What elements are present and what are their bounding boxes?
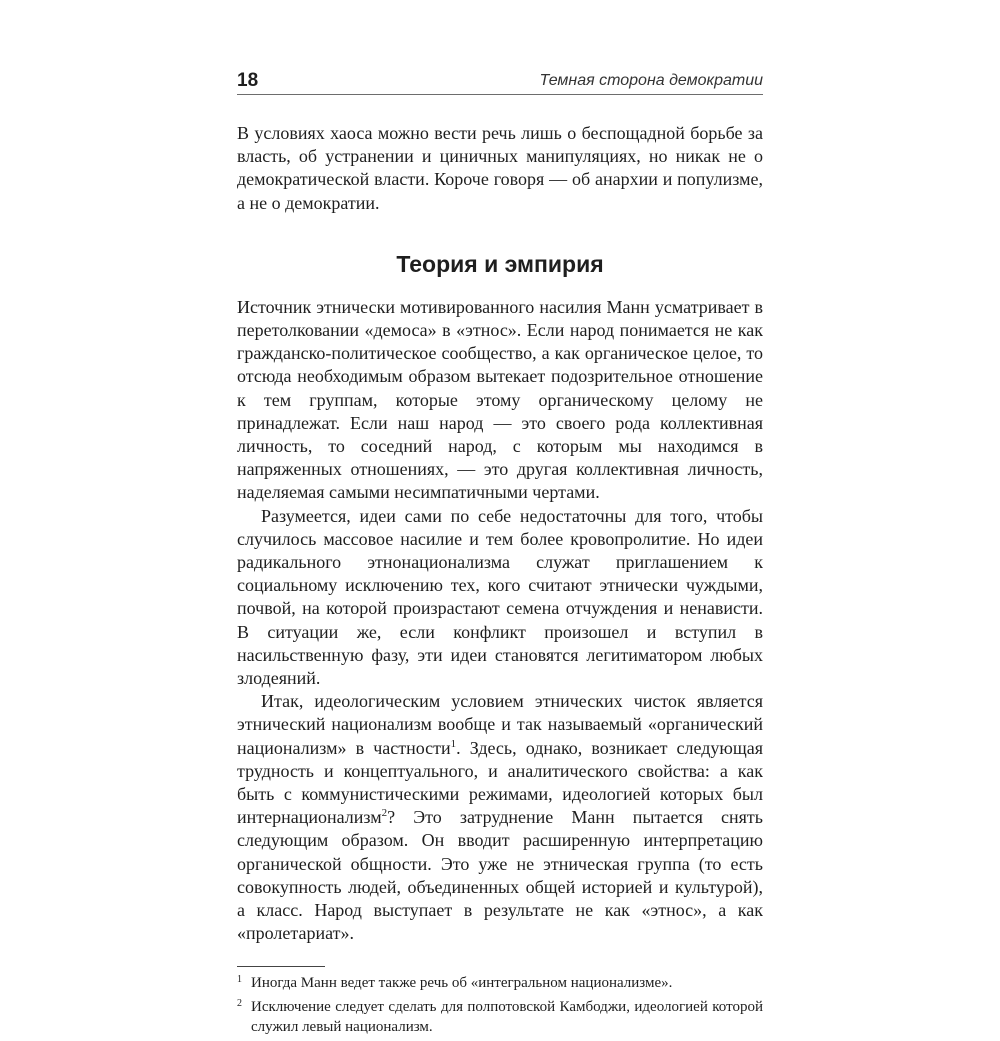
paragraph-3-text-b: . Здесь, однако, возникает следующая трудность и концептуального, и аналитического свойства: а как быть с коммунистическими режимами, идеологией которых был интернационализм [237,737,763,828]
footnote-mark: 1 [237,973,242,985]
footnote-text: Исключение следует сделать для полпотовской Камбоджи, идеологией которой служил левый национализм. [251,998,763,1035]
page-number: 18 [237,70,259,91]
paragraph-3-text-c: ? Это затруднение Манн пытается снять следующим образом. Он вводит расширенную интерпретацию органической общности. Это уже не этническая группа (то есть совокупность людей, объединенных общей историей и культурой), а класс. Народ выступает в результате не как «этнос», а как «пролетариат». [237,807,763,944]
section-heading: Теория и эмпирия [396,250,604,277]
intro-paragraph: В условиях хаоса можно вести речь лишь о беспощадной борьбе за власть, об устранении и циничных манипуляциях, но никак не о демократической власти. Короче говоря — об анархии и популизме, а не о демократии. [237,123,763,213]
footnote-2 [237,997,763,1037]
paragraph-2: Разумеется, идеи сами по себе недостаточны для того, чтобы случилось массовое насилие и тем более кровопролитие. Но идеи радикального этнонационализма служат приглашением к социальному исключению тех, кого считают этнически чуждыми, почвой, на которой произрастают семена отчуждения и ненависти. В ситуации же, если конфликт произошел и вступил в насильственную фазу, эти идеи становятся легитиматором любых злодеяний. [237,505,763,689]
book-page [237,62,763,1041]
footnote-ref-1[interactable]: 1 [450,737,457,750]
footnotes [237,973,763,1037]
footnote-mark: 2 [237,997,242,1009]
paragraph-3 [237,690,763,945]
paragraph-1: Источник этнически мотивированного насилия Манн усматривает в перетолковании «демоса» в «этнос». Если народ понимается не как гражданско-политическое сообщество, а как органическое целое, то отсюда необходимым образом вытекает подозрительное отношение к тем группам, которые этому органическому целому не принадлежат. Если наш народ — это своего рода коллективная личность, то соседний народ, с которым мы находимся в напряженных отношениях, — это другая коллективная личность, наделяемая самыми несимпатичными чертами. [237,296,763,503]
running-head [237,62,763,95]
footnote-1 [237,973,763,993]
paragraph-3-text-a: Итак, идеологическим условием этнических чисток является этнический национализм вообще и так называемый «органический национализм» в частности [237,691,763,758]
running-title: Темная сторона демократии [539,72,763,89]
footnote-ref-2[interactable]: 2 [381,807,388,820]
footnote-text: Иногда Манн ведет также речь об «интегральном национализме». [251,974,673,991]
footnote-divider [237,966,325,967]
